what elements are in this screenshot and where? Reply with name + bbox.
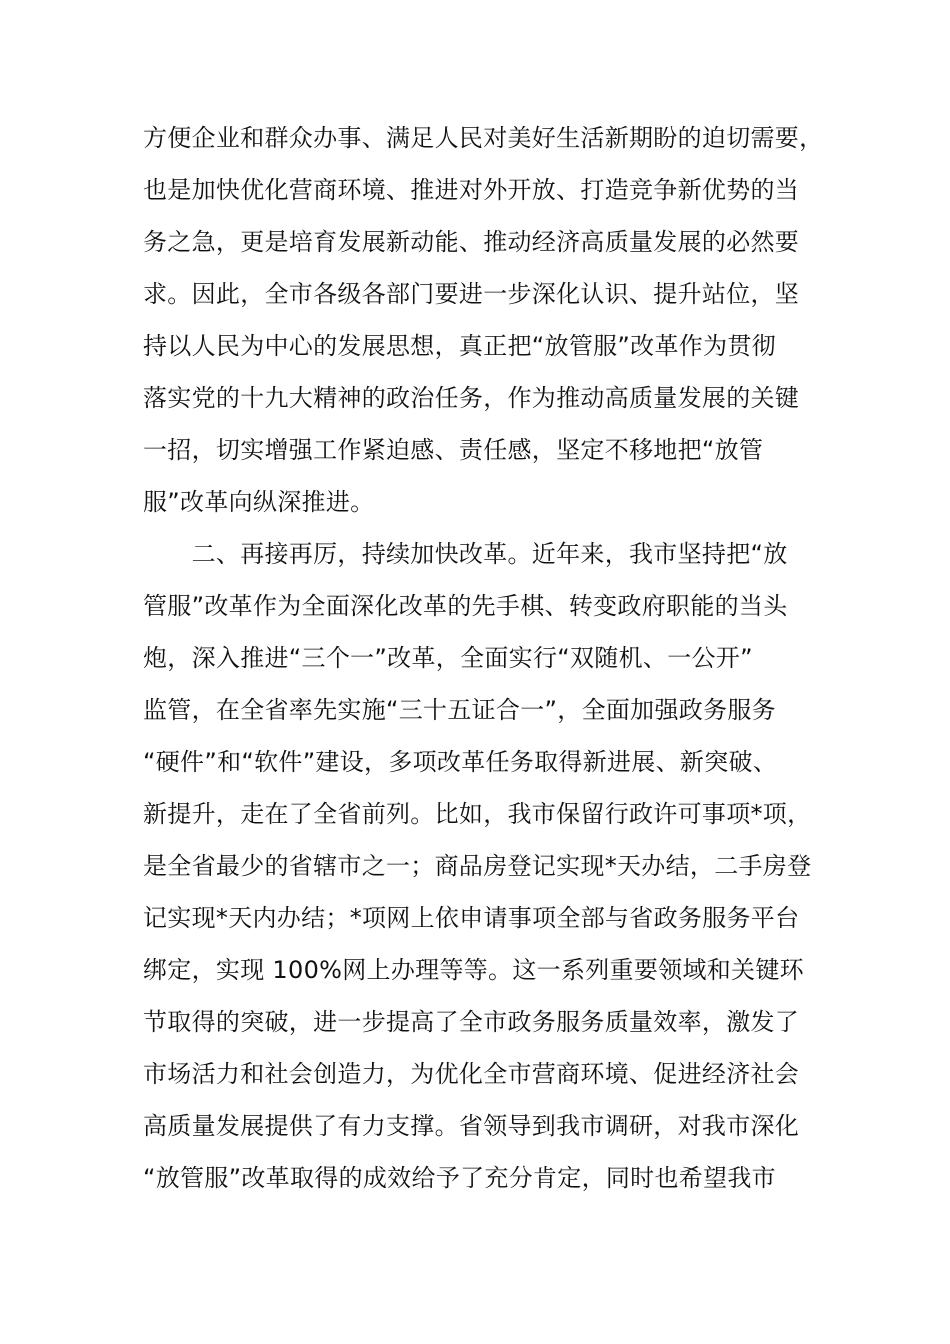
text-line: “放管服”改革取得的成效给予了充分肯定，同时也希望我市 — [143, 1164, 776, 1192]
text-line: 记实现*天内办结；*项网上依申请事项全部与省政务服务平台 — [143, 904, 800, 932]
text-line: 是全省最少的省辖市之一；商品房登记实现*天办结，二手房登 — [143, 852, 812, 880]
text-line: 方便企业和群众办事、满足人民对美好生活新期盼的迫切需要， — [143, 124, 824, 152]
body-text — [143, 112, 824, 1204]
text-line: 务之急，更是培育发展新动能、推动经济高质量发展的必然要 — [143, 228, 800, 256]
text-line: 也是加快优化营商环境、推进对外开放、打造竞争新优势的当 — [143, 176, 800, 204]
text-line: 二、再接再厉，持续加快改革。近年来，我市坚持把“放 — [143, 540, 788, 568]
text-line: 监管，在全省率先实施“三十五证合一”，全面加强政务服务 — [143, 696, 776, 724]
text-line: 炮，深入推进“三个一”改革，全面实行“双随机、一公开” — [143, 644, 753, 672]
text-line: 一招，切实增强工作紧迫感、责任感，坚定不移地把“放管 — [143, 436, 764, 464]
text-line: 节取得的突破，进一步提高了全市政务服务质量效率，激发了 — [143, 1008, 800, 1036]
text-line: “硬件”和“软件”建设，多项改革任务取得新进展、新突破、 — [143, 748, 778, 776]
text-line: 新提升，走在了全省前列。比如，我市保留行政许可事项*项， — [143, 800, 812, 828]
text-line: 求。因此，全市各级各部门要进一步深化认识、提升站位，坚 — [143, 280, 800, 308]
text-line: 管服”改革作为全面深化改革的先手棋、转变政府职能的当头 — [143, 592, 788, 620]
text-line: 绑定，实现 100%网上办理等等。这一系列重要领域和关键环 — [143, 956, 804, 984]
text-line: 市场活力和社会创造力，为优化全市营商环境、促进经济社会 — [143, 1060, 800, 1088]
text-line: 持以人民为中心的发展思想，真正把“放管服”改革作为贯彻 — [143, 332, 776, 360]
text-line: 服”改革向纵深推进。 — [143, 488, 375, 516]
text-line: 高质量发展提供了有力支撑。省领导到我市调研，对我市深化 — [143, 1112, 800, 1140]
text-line: 落实党的十九大精神的政治任务，作为推动高质量发展的关键 — [143, 384, 800, 412]
